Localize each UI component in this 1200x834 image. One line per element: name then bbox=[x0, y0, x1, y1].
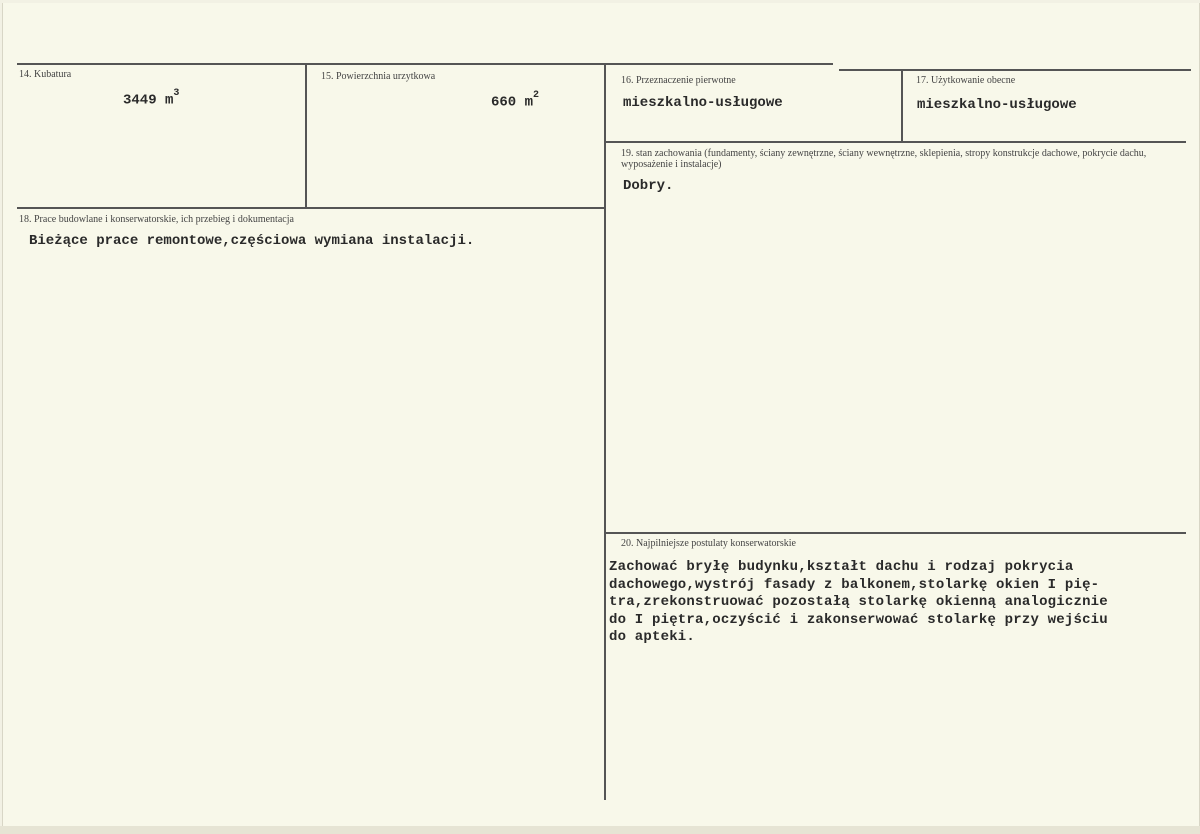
field-20-label: 20. Najpilniejsze postulaty konserwatorskie bbox=[621, 538, 796, 549]
field-15-label: 15. Powierzchnia urzytkowa bbox=[321, 71, 436, 82]
top-rule-left bbox=[17, 63, 833, 65]
field-17-value: mieszkalno-usługowe bbox=[917, 97, 1077, 113]
field-15-value bbox=[491, 90, 540, 111]
field-14-label: 14. Kubatura bbox=[19, 69, 72, 80]
field-18-label: 18. Prace budowlane i konserwatorskie, ich przebieg i dokumentacja bbox=[19, 214, 294, 225]
divider-16-17 bbox=[901, 69, 903, 141]
divider-main bbox=[604, 65, 606, 800]
field-20-value: Zachować bryłę budynku,kształt dachu i rodzaj pokrycia dachowego,wystrój fasady z balkonem,stolarkę okien I pię- tra,zrekonstruować pozostałą stolarkę okienną analogicznie do I piętra,oczyścić i zakonserwować stolarkę przy wejściu do apteki. bbox=[609, 559, 1108, 645]
field-19-value: Dobry. bbox=[623, 178, 674, 194]
field-14-exponent: 3 bbox=[173, 88, 180, 99]
card-bottom-edge bbox=[0, 826, 1200, 834]
rule-right-mid bbox=[606, 532, 1186, 534]
field-14-value bbox=[123, 88, 180, 109]
field-18-value: Bieżące prace remontowe,częściowa wymiana instalacji. bbox=[29, 233, 475, 249]
field-14-value-text: 3449 m bbox=[123, 92, 174, 109]
field-19-label: 19. stan zachowania (fundamenty, ściany zewnętrzne, ściany wewnętrzne, sklepienia, stropy konstrukcje dachowe, pokrycie dachu, wyposażenie i instalacje) bbox=[621, 148, 1147, 170]
field-16-label: 16. Przeznaczenie pierwotne bbox=[621, 75, 736, 86]
field-15-value-text: 660 m bbox=[491, 94, 534, 111]
rule-right-top bbox=[606, 141, 1186, 143]
divider-14-15 bbox=[305, 65, 307, 209]
rule-left-mid bbox=[17, 207, 605, 209]
field-15-exponent: 2 bbox=[533, 90, 540, 101]
record-card bbox=[2, 3, 1200, 826]
field-17-label: 17. Użytkowanie obecne bbox=[916, 75, 1016, 86]
top-rule-right bbox=[839, 69, 1191, 71]
field-16-value: mieszkalno-usługowe bbox=[623, 95, 783, 111]
